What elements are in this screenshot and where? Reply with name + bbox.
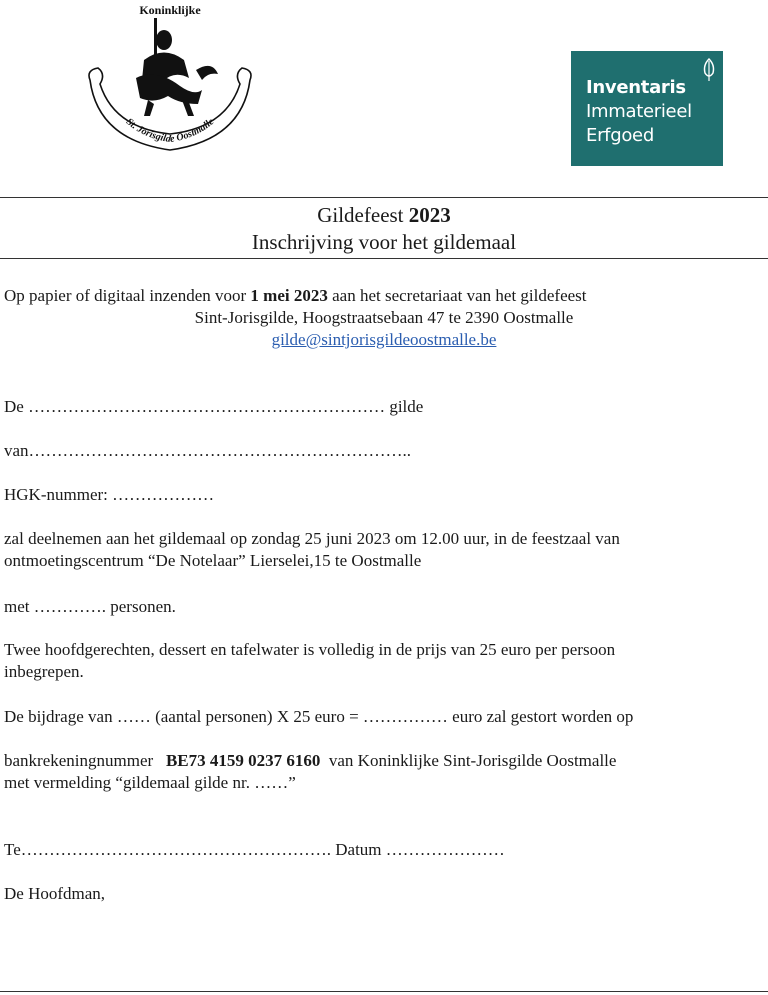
logo-line-2: Immaterieel [586, 101, 692, 122]
bank-account-line: bankrekeningnummer BE73 4159 0237 6160 van Koninklijke Sint-Jorisgilde Oostmalle [4, 751, 617, 770]
email-link[interactable]: gilde@sintjorisgildeoostmalle.be [271, 330, 497, 349]
persons-line: met …………. personen. [4, 597, 176, 616]
deadline: 1 mei 2023 [250, 286, 328, 305]
crest-top-text: Koninklijke [139, 3, 201, 17]
top-divider [0, 197, 768, 198]
title-divider [0, 258, 768, 259]
payment-reference-line: met vermelding “gildemaal gilde nr. ……” [4, 773, 296, 792]
logo-line-1: Inventaris [586, 77, 686, 98]
guild-name-line: De ……………………………………………………… gilde [4, 397, 424, 416]
st-jorisgilde-crest-logo [84, 0, 256, 156]
bottom-divider [0, 991, 768, 992]
intro-text: Op papier of digitaal inzenden voor 1 mei 2023 aan het secretariaat van het gildefeest [4, 286, 587, 305]
signature-label: De Hoofdman, [4, 884, 106, 903]
inventaris-immaterieel-erfgoed-logo [571, 51, 723, 166]
hgk-number-line: HGK-nummer: ……………… [4, 485, 215, 504]
place-date-line: Te………………………………………………. Datum ………………… [4, 840, 505, 859]
page-subtitle: Inschrijving voor het gildemaal [251, 230, 517, 254]
bank-account-number: BE73 4159 0237 6160 [165, 751, 321, 770]
price-text-2: inbegrepen. [4, 662, 84, 681]
title-year: 2023 [408, 203, 451, 227]
guild-location-line: van………………………………………………………….. [4, 441, 412, 460]
leaf-icon [699, 57, 719, 83]
participation-text-2: ontmoetingscentrum “De Notelaar” Lierselei,15 te Oostmalle [4, 551, 422, 570]
crest-banner-text: St. Jorisgilde Oostmalle [123, 116, 217, 146]
page-title: Gildefeest 2023 [317, 203, 451, 227]
contribution-line: De bijdrage van …… (aantal personen) X 25 euro = …………… euro zal gestort worden op [4, 707, 634, 726]
participation-text-1: zal deelnemen aan het gildemaal op zondag 25 juni 2023 om 12.00 uur, in de feestzaal van [4, 529, 620, 548]
secretariat-address: Sint-Jorisgilde, Hoogstraatsebaan 47 te 2390 Oostmalle [194, 308, 574, 327]
logo-line-3: Erfgoed [586, 125, 654, 146]
price-text-1: Twee hoofdgerechten, dessert en tafelwater is volledig in de prijs van 25 euro per persoon [4, 640, 616, 659]
